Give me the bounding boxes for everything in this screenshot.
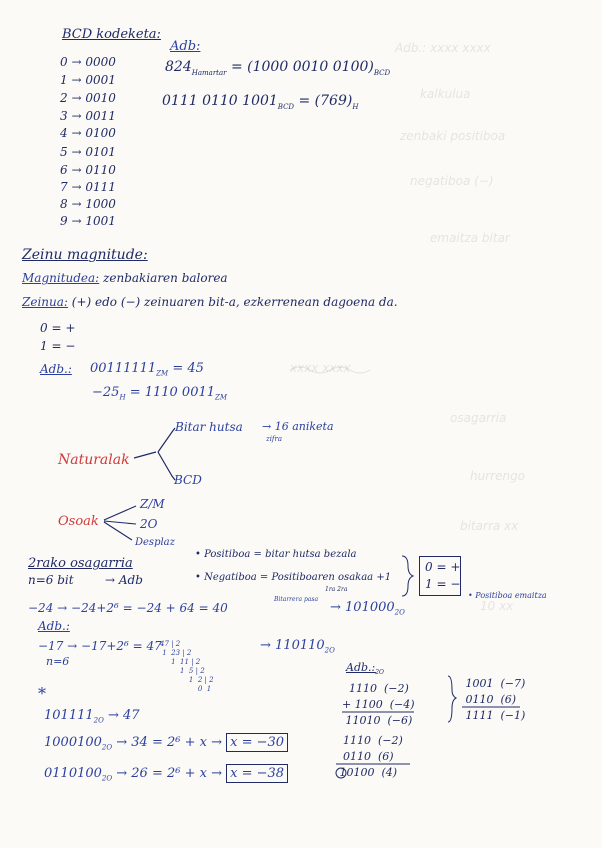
- zm-example-2-eq: = 1110 0011: [129, 385, 216, 400]
- twos-example-4-value: 1000100: [44, 735, 102, 750]
- twos-example-3-eq: → 47: [107, 708, 140, 723]
- zm-example-label: Adb.:: [40, 362, 72, 376]
- naturals-fork-upper: [158, 428, 175, 452]
- integers-branch-2: 2O: [140, 517, 158, 531]
- bcd-table-row: 6 → 0110: [60, 163, 116, 177]
- bcd-table-row: 7 → 0111: [60, 180, 116, 194]
- bcd-example-label: Adb:: [170, 39, 201, 54]
- sign-magnitude-title: Zeinu magnitude:: [22, 247, 148, 263]
- twos-n: n=6 bit: [28, 573, 74, 587]
- ghost-line: xxxx xxxx: [290, 361, 351, 375]
- twos-example-5-value: 0110100: [44, 766, 102, 781]
- twos-example-2-result-sub: 2O: [324, 646, 335, 655]
- bcd-table-row: 3 → 0011: [60, 109, 116, 123]
- ghost-line: osagarria: [450, 411, 507, 425]
- sign-plus: 0 = +: [40, 321, 76, 335]
- twos-example-5-eq: → 26 = 2⁶ + x →: [116, 766, 222, 781]
- magnitude-text: zenbakiaren balorea: [103, 271, 228, 285]
- twos-example-3-sub: 2O: [93, 716, 104, 725]
- sign-text: (+) edo (−) zeinuaren bit-a, ezkerrenean dagoena da.: [71, 295, 398, 309]
- twos-example-5-answer-box: x = −38: [226, 764, 288, 783]
- addition-block-1: 1110 (−2) + 1100 (−4) 11010 (−6): [342, 682, 415, 727]
- twos-example-5-sub: 2O: [101, 774, 113, 783]
- twos-aside: • Positiboa emaitza: [468, 591, 547, 600]
- twos-example-4-eq: → 34 = 2⁶ + x →: [116, 735, 222, 750]
- twos-example-1-result-value: → 101000: [330, 600, 395, 615]
- ghost-line: emaitza bitar: [430, 231, 510, 245]
- naturals-branch-2: BCD: [174, 473, 202, 487]
- bcd-example-1-sub: Hamartar: [191, 68, 227, 77]
- bcd-example-2-value: 0111 0110 1001: [162, 93, 278, 109]
- twos-example-1-note: Bitarrera pasa: [274, 596, 319, 603]
- bcd-table-row: 0 → 0000: [60, 55, 116, 69]
- bcd-example-2-eq: = (769): [298, 93, 353, 109]
- twos-example-2-n: n=6: [46, 655, 70, 668]
- ghost-line: Adb.: xxxx xxxx: [395, 41, 491, 55]
- bcd-title: BCD kodeketa:: [62, 27, 161, 42]
- zm-example-1-value: 00111111: [90, 361, 157, 376]
- ghost-line: kalkulua: [420, 87, 471, 101]
- bcd-table-row: 5 → 0101: [60, 145, 116, 159]
- overflow-circle: [336, 768, 346, 778]
- addition-block-2: 1001 (−7) 0110 (6) 1111 (−1): [465, 677, 526, 722]
- twos-arrow: → Adb: [105, 573, 143, 587]
- ghost-line: hurrengo: [470, 469, 526, 483]
- sign-brace: [402, 556, 413, 596]
- naturals-label: Naturalak: [58, 452, 130, 468]
- bcd-table-row: 4 → 0100: [60, 126, 116, 140]
- zm-example-2-sub: H: [119, 393, 126, 402]
- box-plus: 0 = +: [425, 560, 461, 574]
- sign-label: Zeinua:: [22, 295, 68, 309]
- bcd-table-row: 1 → 0001: [60, 73, 116, 87]
- naturals-fork-lower: [158, 452, 175, 480]
- bcd-example-1-eq-sub: BCD: [373, 68, 391, 77]
- twos-example-3-value: 101111: [44, 708, 94, 723]
- ghost-line: 10 xx: [480, 599, 514, 613]
- integers-branch-3: Desplaz: [135, 537, 175, 548]
- zm-example-2-eq-sub: ZM: [215, 393, 228, 402]
- bcd-example-2-eq-sub: H: [352, 102, 359, 111]
- naturals-fork-stem: [134, 452, 156, 458]
- twos-bullet-negative-note: 1ra 2ra: [325, 586, 348, 593]
- magnitude-label: Magnitudea:: [22, 271, 100, 285]
- twos-bullet-negative: • Negatiboa = Positiboaren osakaa +1: [195, 572, 392, 583]
- bcd-table-row: 2 → 0010: [60, 91, 116, 105]
- integers-label: Osoak: [58, 514, 99, 529]
- addition-label-text: Adb.:: [346, 661, 376, 674]
- bcd-example-2-sub: BCD: [277, 102, 295, 111]
- twos-example-4-answer-box: x = −30: [226, 733, 288, 752]
- twos-bullet-positive: • Positiboa = bitar hutsa bezala: [195, 549, 357, 560]
- bcd-example-1-eq: = (1000 0010 0100): [230, 59, 374, 75]
- addition-block-3: 1110 (−2) 0110 (6) 10100 (4): [339, 734, 403, 779]
- ghost-line: zenbaki positiboa: [400, 129, 506, 143]
- ghost-line: bitarra xx: [460, 519, 519, 533]
- addition-label-sub: 2O: [375, 669, 384, 677]
- bcd-table-row: 9 → 1001: [60, 214, 116, 228]
- ghost-line: negatiboa (−): [410, 174, 494, 188]
- naturals-branch-1-note: zifra: [266, 435, 283, 443]
- sign-minus: 1 = −: [40, 339, 76, 353]
- twos-example-2: −17 → −17+2⁶ = 47: [38, 639, 162, 653]
- twos-example-4-sub: 2O: [101, 743, 113, 752]
- ghost-scribble: [290, 367, 370, 373]
- zm-example-2-value: −25: [92, 385, 120, 400]
- integers-arrow-1: [104, 506, 136, 520]
- bcd-table-row: 8 → 1000: [60, 197, 116, 211]
- integers-arrow-3: [104, 522, 132, 540]
- integers-arrow-2: [104, 521, 136, 524]
- twos-example-1-result-sub: 2O: [394, 608, 405, 617]
- zm-example-1-eq: = 45: [172, 361, 204, 376]
- box-minus: 1 = −: [425, 577, 461, 591]
- star-mark: *: [38, 684, 46, 703]
- integers-branch-1: Z/M: [140, 497, 165, 511]
- twos-divisions: 47 | 2 1 23 | 2 1 11 | 2 1 5 | 2 1 2 | 2 0 1: [160, 640, 214, 694]
- zm-example-1-sub: ZM: [156, 369, 169, 378]
- twos-example-1-calc: −24 → −24+2⁶ = −24 + 64 = 40: [28, 601, 228, 615]
- twos-complement-title: 2rako osagarria: [28, 556, 133, 571]
- addition-brace: [448, 676, 456, 722]
- twos-example-2-result-value: → 110110: [260, 638, 325, 653]
- twos-example-2-label: Adb.:: [38, 619, 70, 633]
- bcd-example-1-value: 824: [165, 59, 192, 75]
- naturals-branch-1-eq: → 16 aniketa: [262, 420, 334, 433]
- naturals-branch-1: Bitar hutsa: [175, 420, 243, 434]
